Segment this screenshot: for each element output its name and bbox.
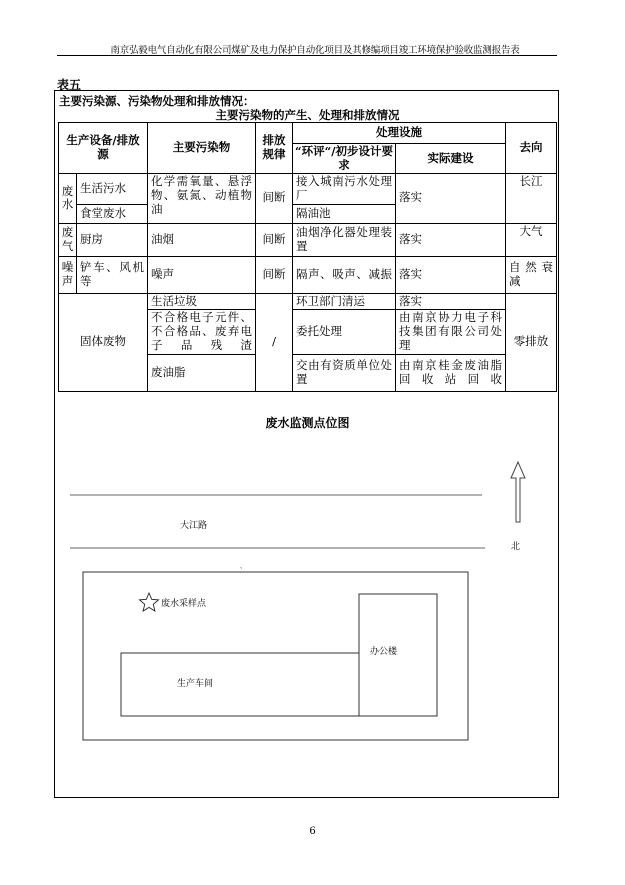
- workshop-label: 生产车间: [177, 679, 214, 689]
- header-actual: 实际建设: [396, 144, 506, 174]
- wastewater-eia-2: 隔油池: [293, 204, 396, 223]
- diagram-title: 废水监测点位图: [265, 416, 350, 430]
- exhaust-actual: 落实: [396, 223, 506, 256]
- solid-eia-2: 委托处理: [293, 310, 396, 354]
- noise-dest: 自然衰减: [506, 256, 557, 293]
- running-header: 南京弘毅电气自动化有限公司煤矿及电力保护自动化项目及其修编项目竣工环境保护验收监测报告表: [110, 45, 520, 56]
- wastewater-pollutants: 化学需氧量、悬浮物、氨氮、动植物油: [148, 174, 256, 224]
- header-eia: “环评“/初步设计要求: [293, 144, 396, 174]
- header-rule: 排放规律: [256, 123, 293, 174]
- star-icon: [140, 593, 159, 611]
- solid-pollutant-2: 不合格电子元件、不合格品、废弃电子品残渣: [148, 310, 256, 354]
- north-label: 北: [511, 542, 521, 552]
- site-boundary: [83, 572, 468, 740]
- header-source: 生产设备/排放源: [59, 123, 148, 174]
- solid-dest: 零排放: [506, 293, 557, 391]
- exhaust-eia: 油烟净化器处理装置: [293, 223, 396, 256]
- solid-rule: /: [256, 293, 293, 391]
- stray-mark: 、: [240, 563, 247, 570]
- wastewater-eia-1: 接入城南污水处理厂: [293, 174, 396, 205]
- header-dest: 去向: [506, 123, 557, 174]
- road-label: 大江路: [180, 521, 208, 531]
- sample-point-label: 废水采样点: [161, 599, 207, 609]
- wastewater-source-1: 生活污水: [77, 174, 148, 205]
- exhaust-category: 废气: [59, 223, 77, 256]
- page-number: 6: [309, 826, 316, 837]
- table-label: 表五: [57, 78, 82, 92]
- north-arrow-icon: [511, 462, 525, 522]
- production-workshop: [121, 653, 359, 716]
- exhaust-pollutant: 油烟: [148, 223, 256, 256]
- solid-pollutant-3: 废油脂: [148, 354, 256, 391]
- noise-rule: 间断: [256, 256, 293, 293]
- wastewater-category: 废水: [59, 174, 77, 224]
- noise-pollutant: 噪声: [148, 256, 256, 293]
- wastewater-source-2: 食堂废水: [77, 204, 148, 223]
- noise-actual: 落实: [396, 256, 506, 293]
- noise-eia: 隔声、吸声、减振: [293, 256, 396, 293]
- wastewater-dest: 长江: [506, 174, 557, 224]
- solid-eia-3: 交由有资质单位处置: [293, 354, 396, 391]
- solid-category: 固体废物: [59, 293, 148, 391]
- table-title: 主要污染物的产生、处理和排放情况: [215, 108, 400, 122]
- wastewater-actual: 落实: [396, 174, 506, 224]
- exhaust-rule: 间断: [256, 223, 293, 256]
- exhaust-dest: 大气: [506, 223, 557, 256]
- noise-category: 噪声: [59, 256, 77, 293]
- solid-actual-1: 落实: [396, 293, 506, 310]
- solid-actual-2: 由南京协力电子科技集团有限公司处理: [396, 310, 506, 354]
- exhaust-source: 厨房: [77, 223, 148, 256]
- header-pollutant: 主要污染物: [148, 123, 256, 174]
- solid-eia-1: 环卫部门清运: [293, 293, 396, 310]
- section-heading: 主要污染源、污染物处理和排放情况：: [59, 94, 255, 108]
- office-label: 办公楼: [370, 647, 398, 657]
- header-treatment: 处理设施: [293, 123, 506, 144]
- wastewater-rule: 间断: [256, 174, 293, 224]
- solid-pollutant-1: 生活垃圾: [148, 293, 256, 310]
- noise-source: 铲车、风机等: [77, 256, 148, 293]
- solid-actual-3: 由南京桂金废油脂回收站回收: [396, 354, 506, 391]
